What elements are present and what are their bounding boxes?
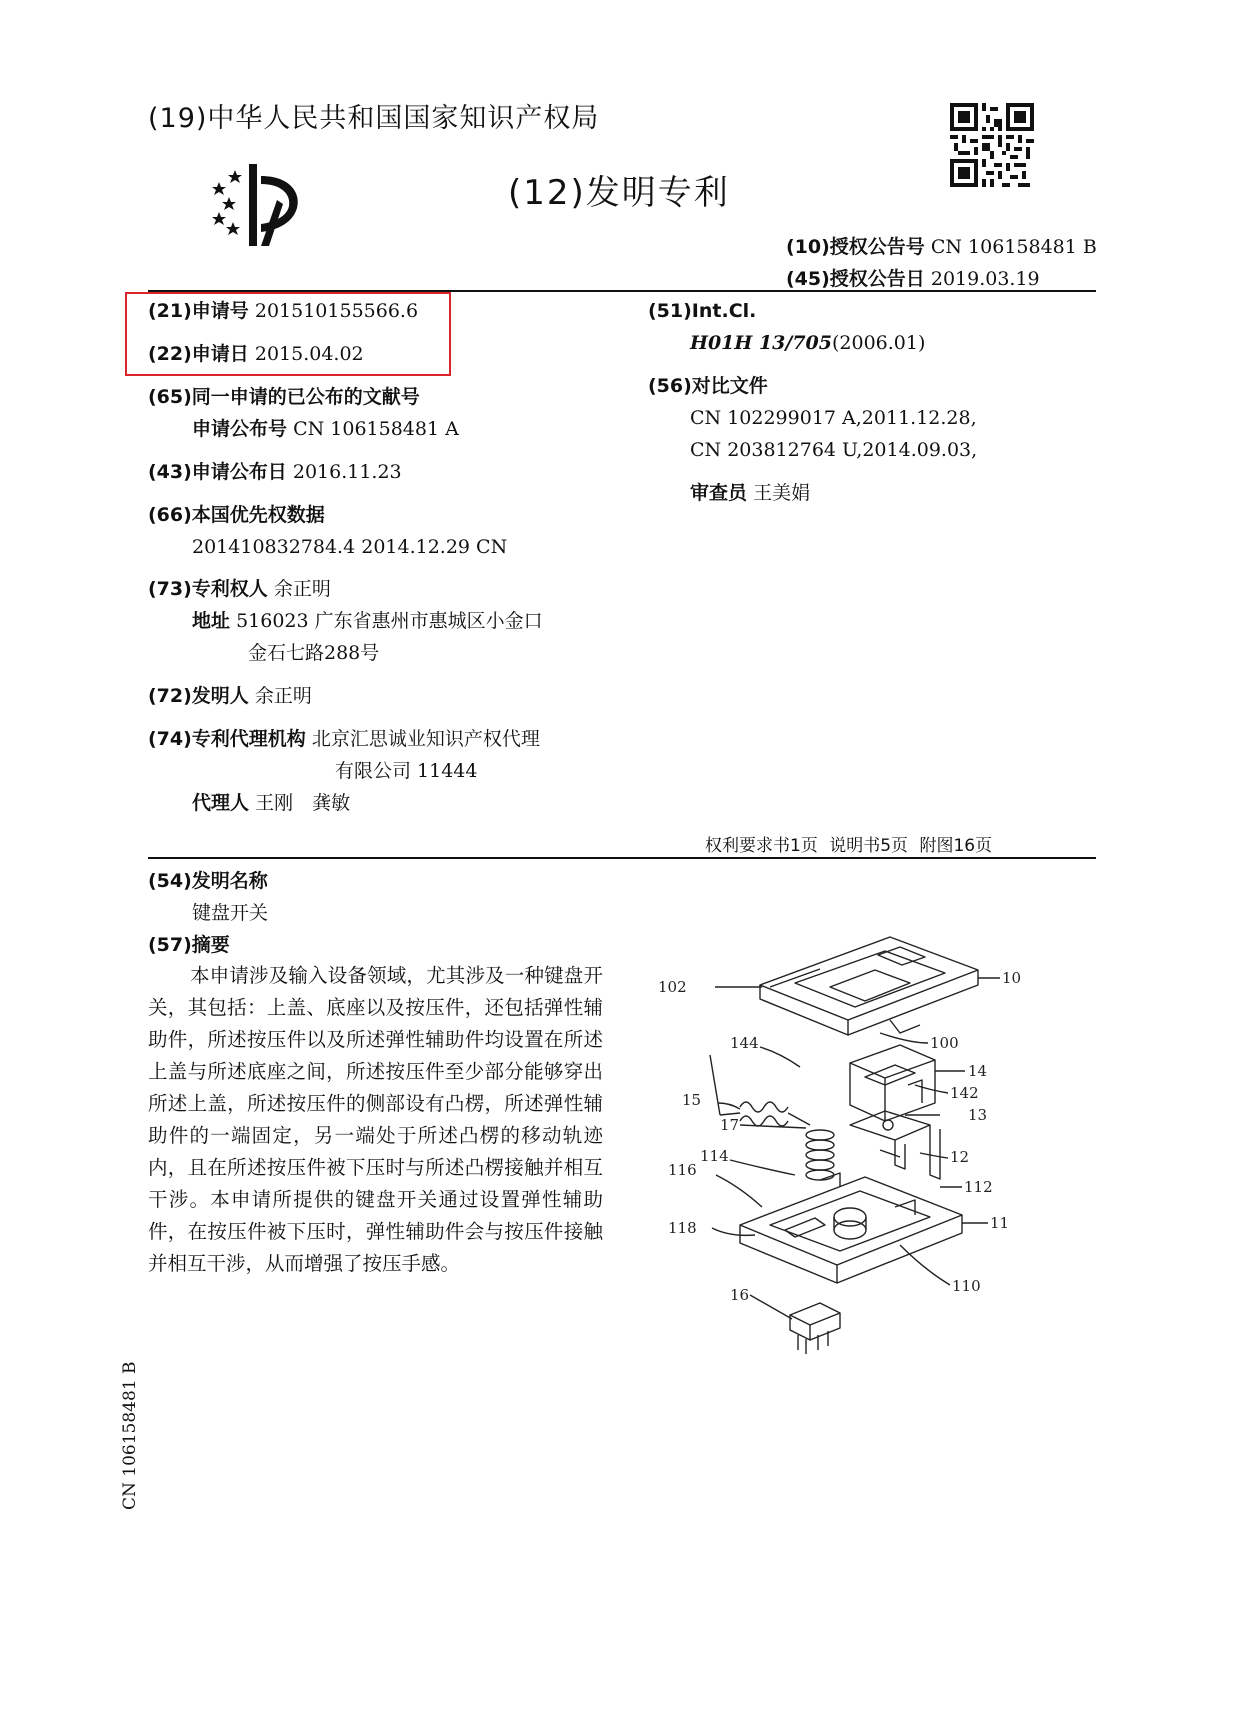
app-no: 201510155566.6: [254, 300, 419, 322]
base-part: [740, 1173, 962, 1283]
invention-title: 键盘开关: [192, 902, 269, 924]
agency-label: (74)专利代理机构: [148, 728, 306, 750]
patentee: 余正明: [273, 578, 331, 600]
part-label: 15: [682, 1091, 702, 1109]
press-member-part: [850, 1045, 935, 1121]
pub-date-row: [786, 264, 1040, 291]
app-pub-date: 2016.11.23: [292, 461, 402, 483]
part-label: 10: [1002, 969, 1022, 987]
agents: 王刚 龚敏: [255, 792, 351, 814]
abstract-label: (57)摘要: [148, 934, 230, 956]
part-label: 11: [990, 1214, 1010, 1232]
part-label: 12: [950, 1148, 970, 1166]
refs-label: (56)对比文件: [648, 375, 768, 397]
intcl-row: [690, 334, 925, 353]
app-no-row: [148, 302, 418, 321]
examiner-row: [690, 484, 810, 503]
part-label: 13: [968, 1106, 988, 1124]
part-label: 142: [950, 1084, 979, 1102]
app-date: 2015.04.02: [254, 343, 364, 365]
agency-line1: 北京汇思诚业知识产权代理: [311, 728, 540, 750]
prior-pub-no: CN 106158481 A: [293, 418, 459, 440]
pub-no: CN 106158481 B: [930, 236, 1097, 258]
mid-rule: [148, 857, 1096, 859]
prior-pub-sub-label: 申请公布号: [192, 418, 288, 440]
prior-pub-label: (65)同一申请的已公布的文献号: [148, 386, 420, 408]
cnipa-logo-icon: [205, 160, 315, 250]
address-row: [192, 612, 543, 631]
inventor-row: [148, 687, 312, 706]
part-label: 110: [952, 1277, 981, 1295]
intcl-version: (2006.01): [832, 332, 926, 354]
qr-code-icon: [950, 103, 1034, 187]
claims-pages: 权利要求书1页: [705, 836, 818, 856]
abstract-text: 本申请涉及输入设备领域，尤其涉及一种键盘开关，其包括：上盖、底座以及按压件，还包括弹性辅助件，所述按压件以及所述弹性辅助件均设置在所述上盖与所述底座之间，所述按压件至少部分能够穿出所述上盖，所述按压件的侧部设有凸楞，所述弹性辅助件的一端固定，另一端处于所述凸楞的移动轨迹内，且在所述按压件被下压时与所述凸楞接触并相互干涉。本申请所提供的键盘开关通过设置弹性辅助件，在按压件被下压时，弹性辅助件会与按压件接触并相互干涉，从而增强了按压手感。: [148, 964, 603, 1275]
pub-date: 2019.03.19: [930, 268, 1040, 290]
agency-line2: 有限公司 11444: [335, 760, 478, 782]
intcl-code: H01H 13/705: [690, 332, 832, 354]
examiner-label: 审查员: [690, 482, 748, 504]
app-pub-date-label: (43)申请公布日: [148, 461, 287, 483]
part-label: 116: [668, 1161, 697, 1179]
patentee-row: [148, 580, 331, 599]
examiner: 王美娟: [753, 482, 811, 504]
office-name: (19)中华人民共和国国家知识产权局: [148, 103, 600, 134]
top-cover-part: [760, 937, 978, 1035]
part-number-labels: [658, 969, 1021, 1304]
pub-no-row: [786, 232, 1097, 259]
part-label: 118: [668, 1219, 697, 1237]
ref-item: CN 102299017 A,2011.12.28,: [690, 407, 977, 429]
app-date-row: [148, 345, 364, 364]
figs-pages: 附图16页: [919, 836, 993, 856]
part-label: 144: [730, 1034, 759, 1052]
exploded-view-figure: [658, 925, 1060, 1375]
app-no-label: (21)申请号: [148, 300, 249, 322]
priority-data: 201410832784.4 2014.12.29 CN: [192, 536, 508, 558]
inventor: 余正明: [254, 685, 312, 707]
led-component-part: [790, 1303, 840, 1354]
inventor-label: (72)发明人: [148, 685, 249, 707]
terminal-part: [850, 1111, 940, 1179]
side-pub-number: CN 106158481 B: [120, 1361, 140, 1510]
part-label: 102: [658, 978, 687, 996]
patentee-label: (73)专利权人: [148, 578, 268, 600]
address-line2: 金石七路288号: [248, 642, 380, 664]
pub-no-label: (10)授权公告号: [786, 236, 925, 258]
agency-row: [148, 730, 540, 749]
address-line1: 516023 广东省惠州市惠城区小金口: [236, 610, 543, 632]
agent-row: [192, 794, 350, 813]
part-label: 100: [930, 1034, 959, 1052]
coil-spring-part: [806, 1130, 834, 1180]
part-label: 114: [700, 1147, 729, 1165]
pub-date-label: (45)授权公告日: [786, 268, 925, 290]
intcl-label: (51)Int.Cl.: [648, 300, 757, 322]
prior-pub-row: [192, 420, 459, 439]
document-type: (12)发明专利: [508, 173, 730, 213]
ref-item: CN 203812764 U,2014.09.03,: [690, 439, 978, 461]
part-label: 14: [968, 1062, 988, 1080]
part-label: 17: [720, 1116, 740, 1134]
agent-label: 代理人: [192, 792, 250, 814]
page-counts: [705, 831, 992, 856]
part-label: 112: [964, 1178, 993, 1196]
part-label: 16: [730, 1286, 750, 1304]
app-pub-date-row: [148, 463, 402, 482]
app-date-label: (22)申请日: [148, 343, 249, 365]
priority-label: (66)本国优先权数据: [148, 504, 325, 526]
desc-pages: 说明书5页: [829, 836, 909, 856]
title-label: (54)发明名称: [148, 870, 268, 892]
address-label: 地址: [192, 610, 231, 632]
